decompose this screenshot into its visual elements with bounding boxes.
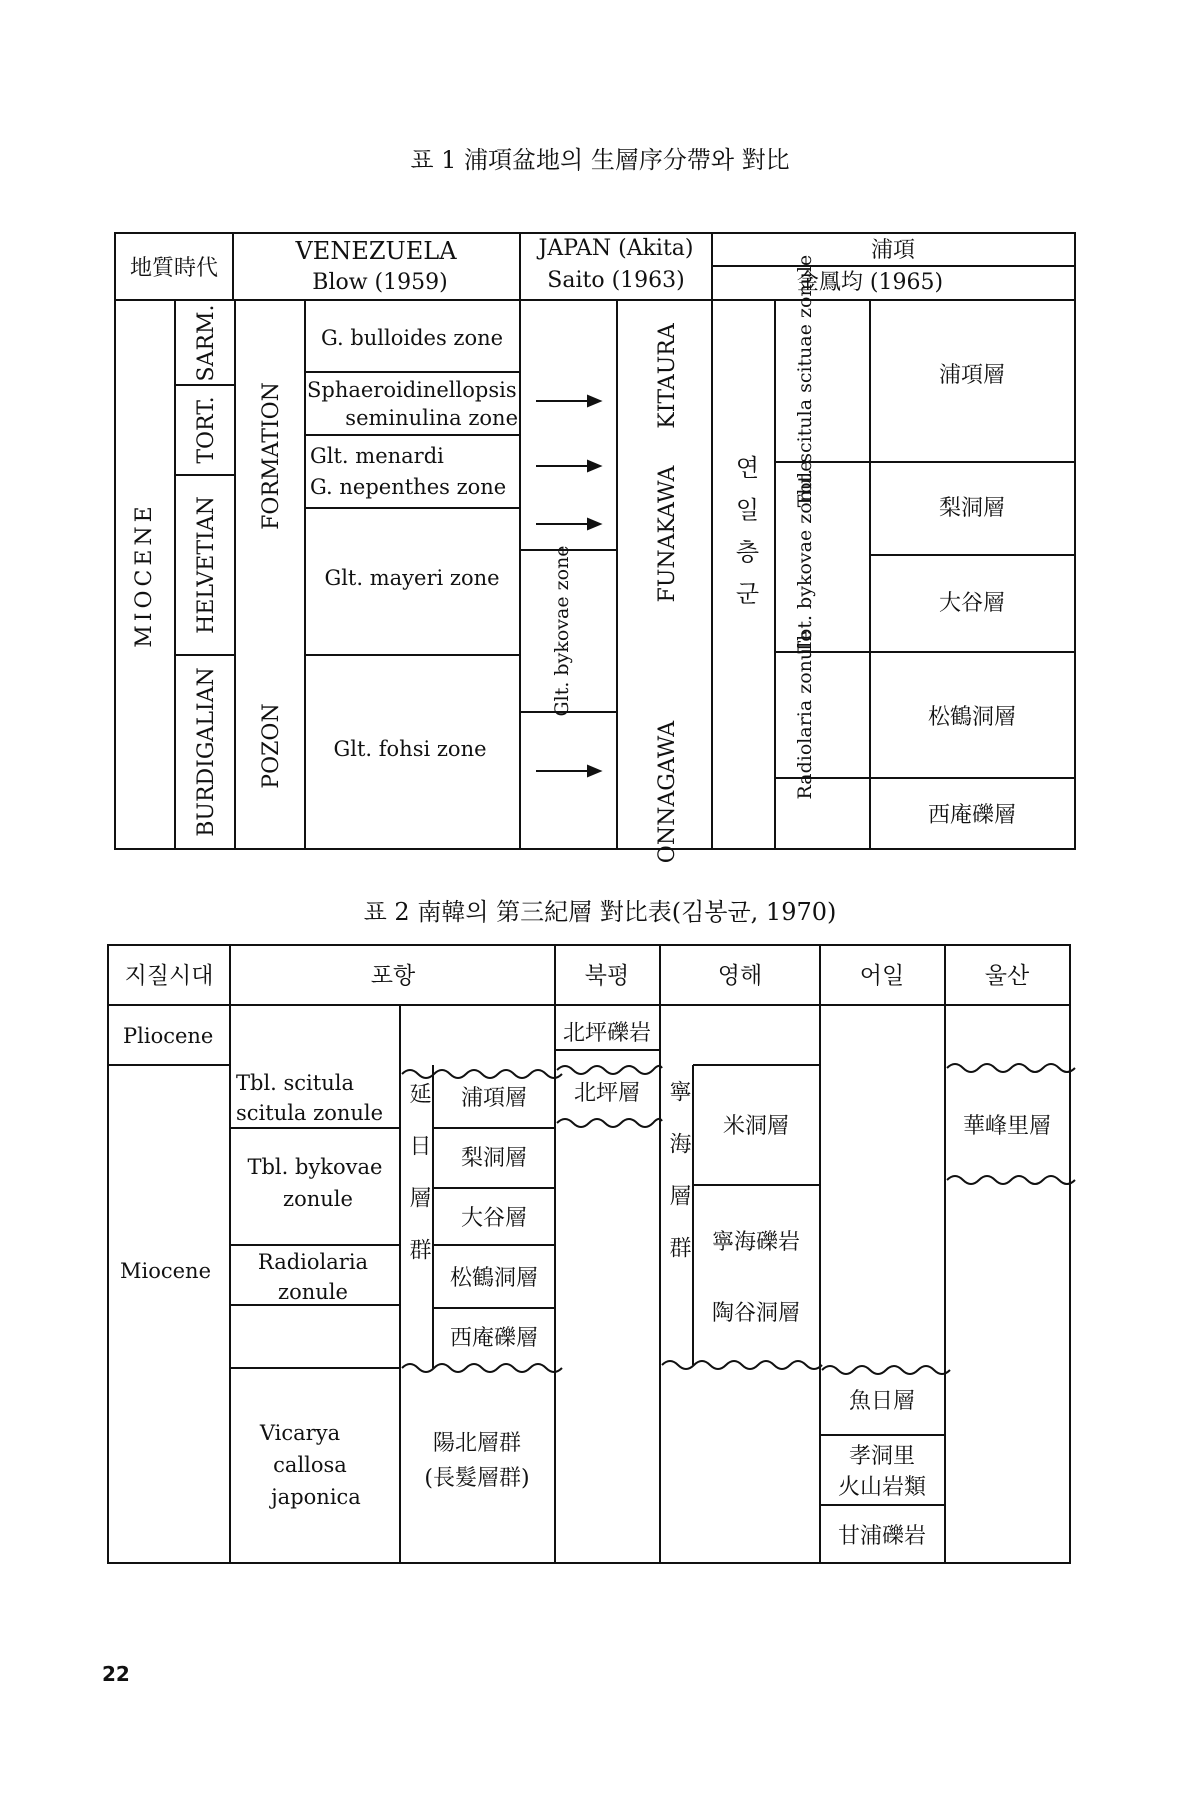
t1-zonule-radiolaria: Radiolaria zonule — [794, 630, 816, 800]
t1-stratum-seoam: 西庵礫層 — [927, 803, 1017, 828]
t2-epoch-miocene: Miocene — [120, 1259, 212, 1283]
t2-group-yeonil: 延日層群 — [406, 1082, 431, 1290]
t2-vicarya-1: Vicarya — [259, 1421, 341, 1445]
t2-stratum-seoam: 西庵礫層 — [449, 1326, 539, 1351]
t2-zone-bykovae-1: Tbl. bykovae — [247, 1155, 383, 1179]
t2-zone-radiolaria-2: zonule — [278, 1280, 348, 1304]
t2-eoil-volcanics: 火山岩類 — [837, 1475, 927, 1500]
t1-kitaura: KITAURA — [655, 323, 680, 429]
t2-zone-bykovae-2: zonule — [283, 1187, 353, 1211]
t1-header-pohang-ref: 金鳳均 (1965) — [796, 270, 944, 295]
t2-yangbuk-1: 陽北層群 — [432, 1431, 522, 1456]
t2-zone-radiolaria-1: Radiolaria — [257, 1250, 369, 1274]
t1-stage-sarm: SARM. — [194, 304, 219, 382]
t1-header-japan-ref: Saito (1963) — [547, 268, 685, 293]
table1-caption: 표 1 浦項盆地의 生層序分帶와 對比 — [410, 146, 790, 174]
t1-header-venezuela-ref: Blow (1959) — [312, 270, 448, 295]
t2-eoil-hyodongni: 孝洞里 — [848, 1444, 916, 1469]
t1-zone-mayeri: Glt. mayeri zone — [324, 566, 500, 590]
t1-header-era: 地質時代 — [129, 256, 219, 281]
t1-stratum-pohang: 浦項層 — [938, 363, 1006, 388]
t2-bukpyeong-formation: 北坪層 — [573, 1081, 641, 1106]
t1-formation: FORMATION — [259, 382, 284, 530]
t1-zone-fohsi: Glt. fohsi zone — [333, 737, 487, 761]
t1-zone-nepenthes: G. nepenthes zone — [310, 475, 507, 499]
t1-stratum-songhakdong: 松鶴洞層 — [927, 705, 1017, 730]
t1-zonule-bykovae: Tbt. bykovae zonule — [794, 460, 816, 654]
t1-stage-tort: TORT. — [194, 396, 219, 464]
t2-header-era: 지질시대 — [124, 963, 214, 989]
t2-stratum-idong: 梨洞層 — [460, 1146, 528, 1171]
t2-yeonghae-dogokdong: 陶谷洞層 — [711, 1301, 801, 1326]
t2-header-bukpyeong: 북평 — [584, 963, 630, 989]
t2-header-pohang: 포항 — [370, 963, 416, 989]
t2-stratum-pohang: 浦項層 — [460, 1086, 528, 1111]
table2-caption: 표 2 南韓의 第三紀層 對比表(김봉균, 1970) — [363, 898, 837, 926]
t2-stratum-songhakdong: 松鶴洞層 — [449, 1266, 539, 1291]
t1-stage-helvetian: HELVETIAN — [194, 496, 219, 634]
t2-zone-scitula-2: scitula zonule — [236, 1101, 384, 1125]
t1-epoch-miocene: MIOCENE — [132, 502, 157, 648]
t2-yangbuk-2: (長髮層群) — [424, 1466, 530, 1491]
t2-bukpyeong-conglomerate: 北坪礫岩 — [562, 1021, 652, 1046]
t2-header-ulsan: 울산 — [984, 963, 1030, 989]
t1-onnagawa: ONNAGAWA — [655, 720, 680, 864]
page-number: 22 — [102, 1662, 130, 1686]
t1-funakawa: FUNAKAWA — [655, 465, 680, 603]
t1-stratum-idong: 梨洞層 — [938, 496, 1006, 521]
t2-eoil-gampo: 甘浦礫岩 — [837, 1524, 927, 1549]
t1-pozon: POZON — [259, 703, 284, 789]
t2-eoil-formation: 魚日層 — [848, 1389, 916, 1414]
t2-epoch-pliocene: Pliocene — [123, 1024, 214, 1048]
t1-zone-menardi: Glt. menardi — [310, 444, 444, 468]
t2-yeonghae-conglomerate: 寧海礫岩 — [711, 1230, 801, 1255]
t1-stratum-daegok: 大谷層 — [938, 591, 1006, 616]
t2-ulsan-hwabongni: 華峰里層 — [962, 1114, 1052, 1139]
t2-header-yeonghae: 영해 — [717, 963, 763, 989]
t1-header-venezuela: VENEZUELA — [295, 237, 457, 265]
t2-vicarya-3: japonica — [271, 1485, 361, 1509]
t1-group-yeonil: 연일층군 — [731, 455, 759, 623]
t1-stage-burdigalian: BURDIGALIAN — [194, 667, 219, 837]
t2-yeonghae-midong: 米洞層 — [722, 1114, 790, 1139]
t1-zone-seminulina: seminulina zone — [345, 406, 518, 430]
t1-japan-zone: Glt. bykovae zone — [551, 545, 573, 717]
t2-group-yeonghae: 寧海層群 — [666, 1080, 691, 1288]
t1-zone-sphaeroidinellopsis: Sphaeroidinellopsis — [307, 378, 517, 402]
t2-stratum-daegok: 大谷層 — [460, 1206, 528, 1231]
t1-header-pohang: 浦項 — [870, 238, 916, 263]
t1-zonule-scitula: Tbt. scitula scituae zonule — [794, 254, 816, 508]
t2-zone-scitula-1: Tbl. scitula — [236, 1071, 354, 1095]
t2-header-eoil: 어일 — [859, 963, 905, 989]
t1-header-japan: JAPAN (Akita) — [538, 236, 694, 261]
t1-zone-bulloides: G. bulloides zone — [320, 326, 504, 350]
t2-vicarya-2: callosa — [273, 1453, 347, 1477]
